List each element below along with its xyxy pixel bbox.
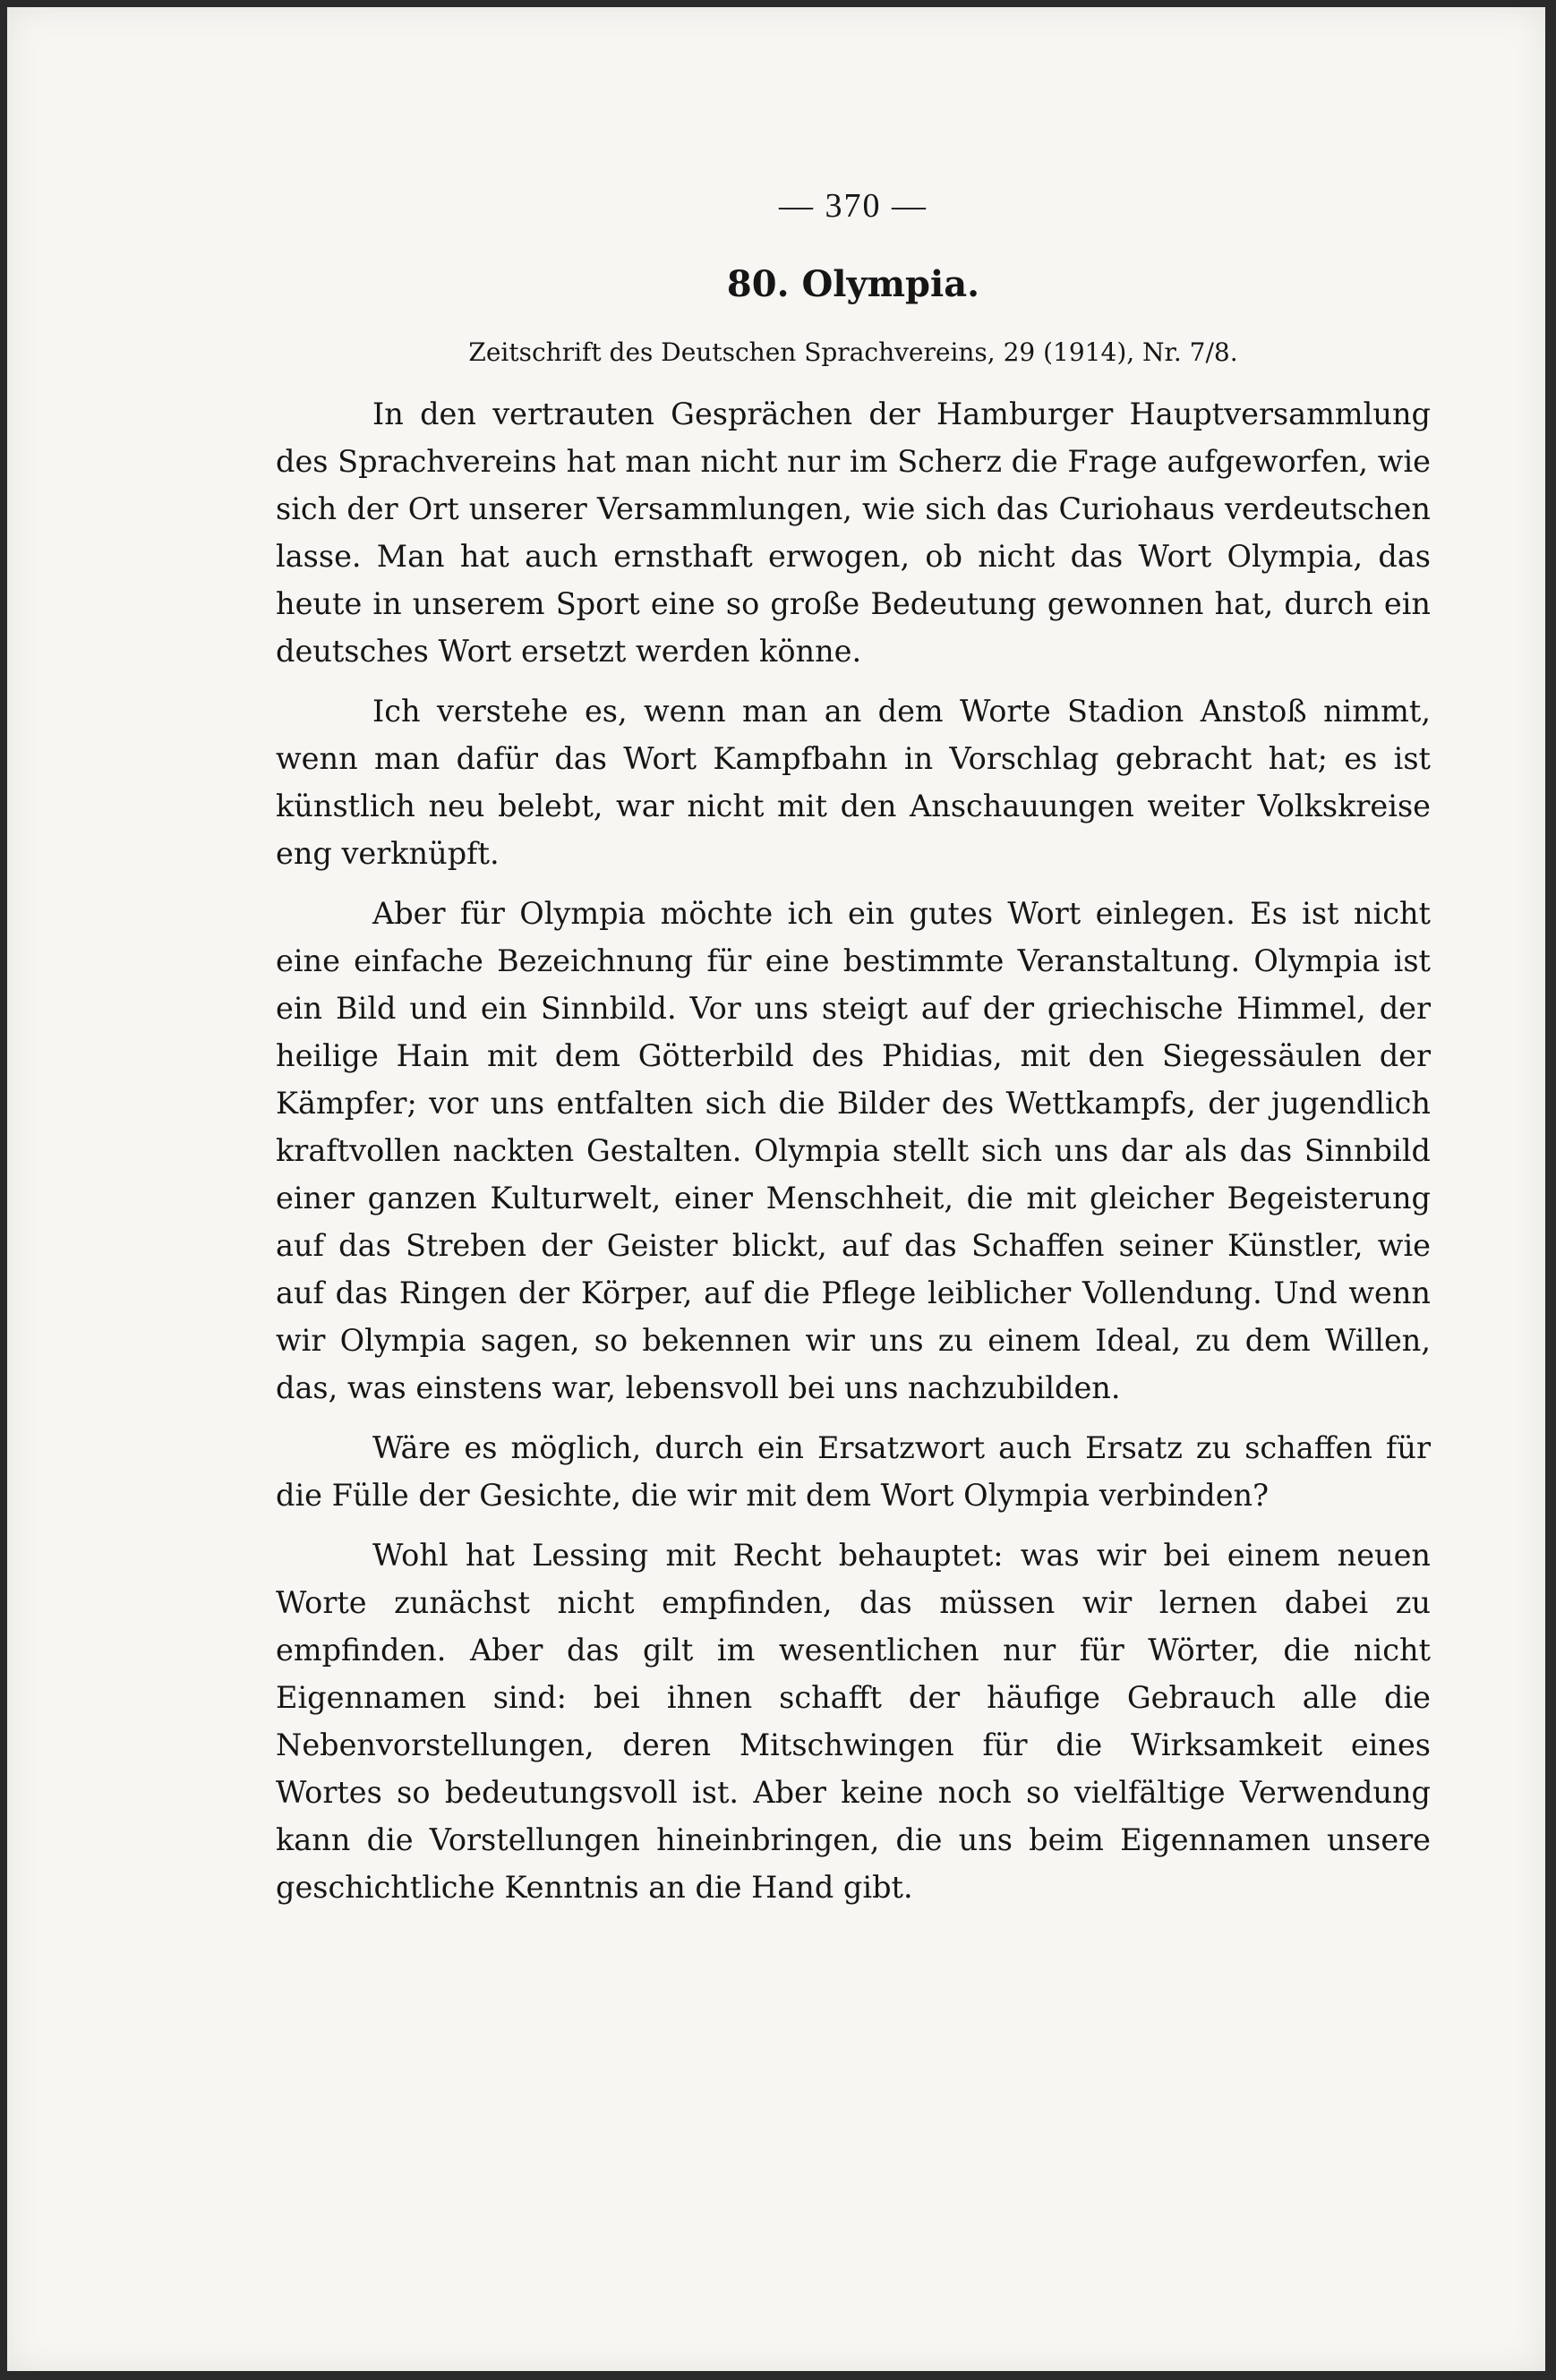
paragraph-1: In den vertrauten Gesprächen der Hamburger Hauptversammlung des Sprachvereins hat man nicht nur im Scherz die Frage aufgeworfen, wie sich der Ort unserer Versammlungen, wie sich das Curiohaus verdeutschen lasse. Man hat auch ernsthaft erwogen, ob nicht das Wort Olympia, das heute in unserem Sport eine so große Bedeutung gewonnen hat, durch ein deutsches Wort ersetzt werden könne.: [276, 397, 1431, 669]
paragraph-3: Aber für Olympia möchte ich ein gutes Wort einlegen. Es ist nicht eine einfache Bezeichnung für eine bestimmte Veranstaltung. Olympia ist ein Bild und ein Sinnbild. Vor uns steigt auf der griechische Himmel, der heilige Hain mit dem Götterbild des Phidias, mit den Siegessäulen der Kämpfer; vor uns entfalten sich die Bilder des Wettkampfs, der jugendlich kraftvollen nackten Gestalten. Olympia stellt sich uns dar als das Sinnbild einer ganzen Kulturwelt, einer Menschheit, die mit gleicher Begeisterung auf das Streben der Geister blickt, auf das Schaffen seiner Künstler, wie auf das Ringen der Körper, auf die Pflege leiblicher Vollendung. Und wenn wir Olympia sagen, so bekennen wir uns zu einem Ideal, zu dem Willen, das, was einstens war, lebensvoll bei uns nachzubilden.: [276, 896, 1431, 1405]
document-page: [7, 7, 1545, 2371]
paragraph-2: Ich verstehe es, wenn man an dem Worte Stadion Anstoß nimmt, wenn man dafür das Wort Kampfbahn in Vorschlag gebracht hat; es ist künstlich neu belebt, war nicht mit den Anschauungen weiter Volkskreise eng verknüpft.: [276, 694, 1431, 871]
article-source: Zeitschrift des Deutschen Sprachvereins, 29 (1914), Nr. 7/8.: [468, 337, 1238, 367]
paragraph-5: Wohl hat Lessing mit Recht behauptet: was wir bei einem neuen Worte zunächst nicht empfinden, das müssen wir lernen dabei zu empfinden. Aber das gilt im wesentlichen nur für Wörter, die nicht Eigennamen sind: bei ihnen schafft der häufige Gebrauch alle die Nebenvorstellungen, deren Mitschwingen für die Wirksamkeit eines Wortes so bedeutungsvoll ist. Aber keine noch so vielfältige Verwendung kann die Vorstellungen hineinbringen, die uns beim Eigennamen unsere geschichtliche Kenntnis an die Hand gibt.: [276, 1538, 1431, 1905]
paragraph-4: Wäre es möglich, durch ein Ersatzwort auch Ersatz zu schaffen für die Fülle der Gesichte, die wir mit dem Wort Olympia verbinden?: [276, 1430, 1431, 1513]
article-title: 80. Olympia.: [726, 263, 980, 305]
page-number: — 370 —: [779, 187, 928, 225]
page-content: [276, 186, 1431, 1924]
